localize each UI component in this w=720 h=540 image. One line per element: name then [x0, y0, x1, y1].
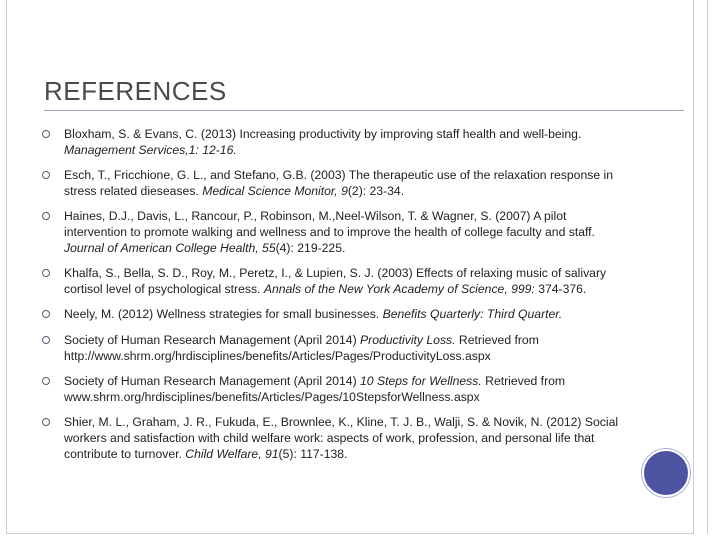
reference-item [40, 266, 630, 297]
reference-text: Khalfa, S., Bella, S. D., Roy, M., Peretz, I., & Lupien, S. J. (2003) Effects of relaxing music of salivary cortisol level of psychological stress. [64, 266, 607, 296]
reference-text: Society of Human Research Management (April 2014) [64, 374, 361, 389]
reference-text: Haines, D.J., Davis, L., Rancour, P., Robinson, M.,Neel-Wilson, T. & Wagner, S. (2007) A pilot intervention to promote walking and wellness and to improve the health of college faculty and staff. [64, 209, 595, 239]
reference-text: 374-376. [534, 281, 587, 296]
bullet-icon [42, 336, 50, 344]
bullet-icon [42, 212, 50, 220]
reference-italic-text: Journal of American College Health, 55 [64, 240, 276, 255]
reference-item [40, 374, 630, 405]
bullet-icon [42, 269, 50, 277]
reference-item [40, 127, 630, 158]
reference-text: (2): 23-34. [347, 183, 405, 198]
reference-item [40, 307, 630, 323]
bullet-icon [42, 418, 50, 426]
reference-text: Society of Human Research Management (April 2014) [64, 332, 361, 347]
reference-italic-text: Annals of the New York Academy of Science, 999: [263, 281, 535, 296]
bullet-icon [42, 377, 50, 385]
reference-item [40, 168, 630, 199]
reference-italic-text: 10 Steps for Wellness. [360, 374, 482, 389]
bullet-icon [42, 310, 50, 318]
reference-item [40, 333, 630, 364]
bullet-icon [42, 171, 50, 179]
reference-italic-text: Management Services,1: 12-16. [64, 142, 237, 157]
reference-italic-text: Medical Science Monitor, 9 [202, 183, 348, 198]
reference-list [40, 127, 630, 472]
decorative-circle [642, 449, 690, 497]
reference-text: Bloxham, S. & Evans, C. (2013) Increasing productivity by improving staff health and well-being. [64, 127, 582, 141]
bullet-icon [42, 130, 50, 138]
reference-text: Esch, T., Fricchione, G. L., and Stefano, G.B. (2003) The therapeutic use of the relaxation response in stress related dieseases. [64, 168, 613, 198]
reference-italic-text: Benefits Quarterly: Third Quarter. [382, 307, 563, 322]
reference-italic-text: Child Welfare, 91 [185, 446, 279, 461]
reference-text: (5): 117-138. [278, 446, 348, 461]
title-underline [44, 110, 684, 111]
slide-title: REFERENCES [44, 76, 227, 106]
reference-text: Shier, M. L., Graham, J. R., Fukuda, E., Brownlee, K., Kline, T. J. B., Walji, S. & Novik, N. (2012) Social workers and satisfaction with child welfare work: aspects of work, profession, and personal life that contribute to turnover. [64, 415, 619, 461]
reference-item [40, 209, 630, 256]
reference-text: Neely, M. (2012) Wellness strategies for small businesses. [64, 307, 383, 322]
side-rail [694, 0, 708, 534]
reference-text: Retrieved from http://www.shrm.org/hrdisciplines/benefits/Articles/Pages/ProductivityLoss.aspx [64, 332, 539, 363]
reference-item [40, 415, 630, 462]
reference-italic-text: Productivity Loss. [360, 332, 456, 347]
reference-text: Retrieved from www.shrm.org/hrdisciplines/benefits/Articles/Pages/10StepsforWellness.aspx [64, 374, 566, 404]
reference-text: (4): 219-225. [275, 240, 346, 255]
